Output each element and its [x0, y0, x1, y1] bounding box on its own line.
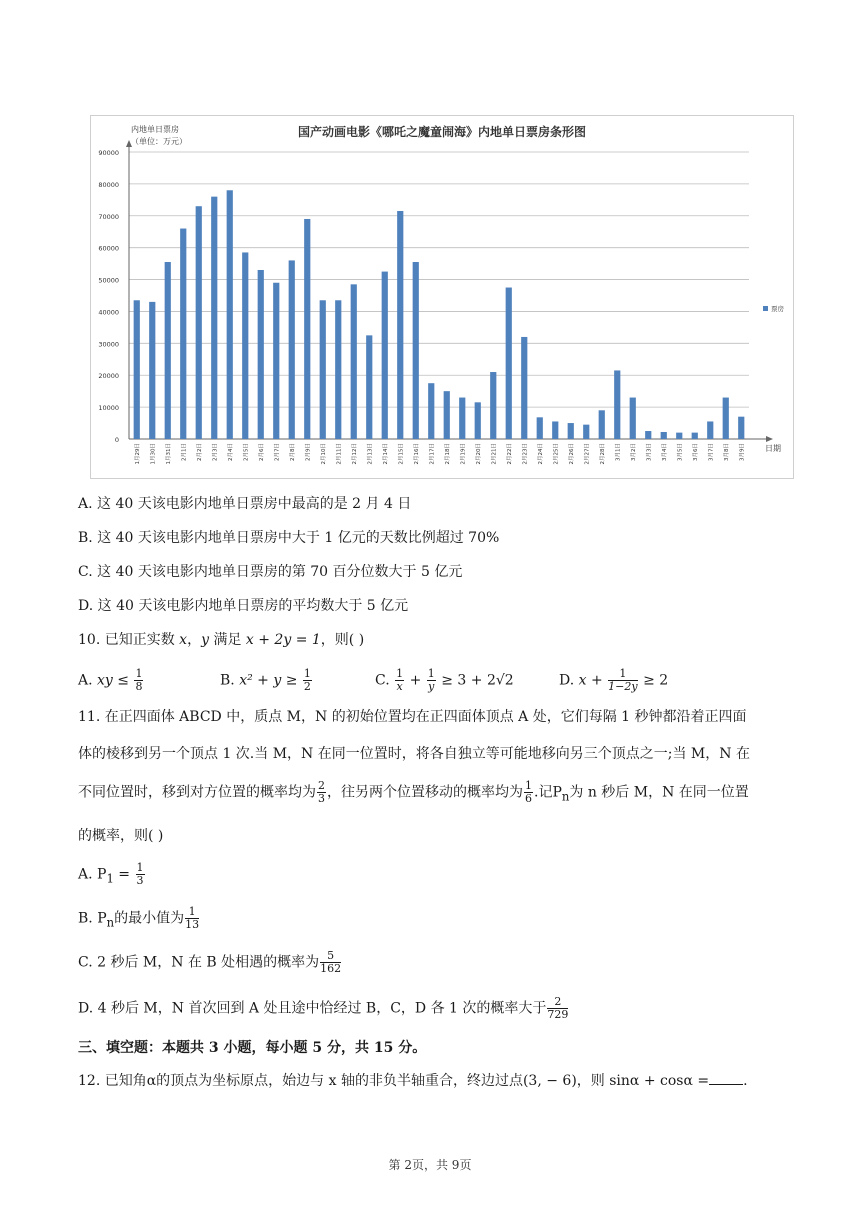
denominator: y [428, 680, 435, 693]
bar [537, 417, 543, 439]
denominator: 1−2y [608, 680, 638, 693]
fraction [320, 950, 341, 975]
y-axis-unit: （单位：万元） [131, 137, 187, 146]
q10-option-c [375, 668, 514, 693]
section-heading: 三、填空题：本题共 3 小题，每小题 5 分，共 15 分。 [78, 1040, 427, 1056]
bar [444, 391, 450, 439]
x-tick-label: 2月26日 [568, 443, 575, 465]
q10-opt-d-expr: x + [578, 672, 603, 689]
bar [630, 398, 636, 439]
y-tick-label: 10000 [98, 404, 119, 413]
q9-option-b: B. 这 40 天该电影内地单日票房中大于 1 亿元的天数比例超过 70% [78, 530, 500, 546]
x-tick-label: 2月7日 [274, 443, 281, 461]
denominator: 162 [320, 962, 342, 975]
subscript: 1 [106, 871, 114, 886]
denominator: 8 [135, 680, 143, 693]
denominator: 6 [525, 792, 532, 805]
x-tick-label: 2月13日 [367, 443, 374, 465]
x-tick-label: 2月25日 [553, 443, 560, 465]
x-tick-label: 2月20日 [475, 443, 482, 465]
x-tick-label: 2月6日 [258, 443, 265, 461]
bar [506, 288, 512, 439]
numerator: 1 [135, 667, 143, 680]
q10-var-y: y [201, 632, 209, 648]
legend-label: 票房 [771, 305, 784, 313]
q11-option-b [78, 906, 200, 932]
bar [320, 300, 326, 439]
q10-stem-c: ，则( ) [320, 632, 365, 648]
bar [459, 398, 465, 439]
denominator: x [396, 680, 403, 693]
denominator: 2 [303, 680, 311, 693]
q10-stem-b: 满足 [209, 632, 246, 648]
x-tick-label: 2月19日 [460, 443, 467, 465]
fraction [134, 668, 143, 693]
q12-stem [78, 1070, 748, 1091]
bar [707, 421, 713, 439]
q11-line3-d: 为 n 秒后 M，N 在同一位置 [569, 784, 749, 801]
fraction [524, 780, 533, 805]
q11-option-c [78, 950, 342, 975]
q11-line3-a: 不同位置时，移到对方位置的概率均为 [78, 784, 316, 801]
numerator: 1 [396, 667, 404, 680]
bar [366, 335, 372, 439]
x-tick-label: 3月4日 [661, 443, 668, 461]
y-tick-label: 80000 [98, 180, 119, 189]
x-tick-label: 2月18日 [444, 443, 451, 465]
q11-line-3 [78, 780, 749, 806]
bar [428, 383, 434, 439]
x-tick-label: 2月5日 [243, 443, 250, 461]
bar [723, 398, 729, 439]
y-tick-label: 50000 [98, 276, 119, 285]
numerator: 1 [185, 906, 199, 919]
q11-opt-d-text: D. 4 秒后 M，N 首次回到 A 处且途中恰经过 B，C，D 各 1 次的概率大于 [78, 1000, 547, 1017]
fraction [395, 668, 404, 693]
x-tick-label: 2月28日 [599, 443, 606, 465]
bar [165, 262, 171, 439]
q10-opt-d-rhs: ≥ 2 [643, 672, 669, 689]
q12-text: 12. 已知角α的顶点为坐标原点，始边与 x 轴的非负半轴重合，终边过点(3, − 6)，则 sinα + cosα = [78, 1073, 710, 1089]
bar [490, 372, 496, 439]
x-tick-label: 1月30日 [150, 443, 157, 465]
y-axis-label: 内地单日票房 [131, 125, 179, 134]
fraction [136, 862, 145, 887]
x-tick-label: 2月2日 [196, 443, 203, 461]
bar [552, 421, 558, 439]
y-tick-label: 60000 [98, 244, 119, 253]
denominator: 3 [136, 874, 144, 887]
q11-line-4: 的概率，则( ) [78, 828, 164, 844]
q11-opt-b-text: B. P [78, 910, 107, 927]
bar [475, 402, 481, 439]
q10-opt-b-label: B. [220, 672, 235, 689]
bar [258, 270, 264, 439]
plus-sign: + [409, 672, 422, 689]
x-tick-label: 3月3日 [646, 443, 653, 461]
fraction [608, 668, 637, 693]
q10-sep: ， [187, 632, 202, 648]
bar [661, 432, 667, 439]
q10-option-b [220, 668, 313, 693]
x-axis-label: 日期 [765, 444, 781, 453]
q11-line-1: 11. 在正四面体 ABCD 中，质点 M，N 的初始位置均在正四面体顶点 A 处，它们每隔 1 秒钟都沿着正四面 [78, 709, 747, 725]
bar [568, 423, 574, 439]
bar [149, 302, 155, 439]
x-tick-label: 2月14日 [382, 443, 389, 465]
bar-chart-svg [91, 116, 793, 478]
y-tick-label: 30000 [98, 340, 119, 349]
chart-title: 国产动画电影《哪吒之魔童闹海》内地单日票房条形图 [297, 125, 587, 139]
x-tick-label: 2月17日 [429, 443, 436, 465]
x-tick-label: 2月11日 [336, 443, 343, 465]
q10-option-a [78, 668, 144, 693]
fraction [185, 906, 199, 931]
x-tick-label: 2月27日 [584, 443, 591, 465]
q10-opt-d-label: D. [559, 672, 575, 689]
q10-stem-a: 10. 已知正实数 [78, 632, 175, 648]
bar [521, 337, 527, 439]
numerator: 1 [525, 779, 532, 792]
x-tick-label: 2月22日 [506, 443, 513, 465]
q11-line-2: 体的棱移到另一个顶点 1 次.当 M，N 在同一位置时，将各自独立等可能地移向另三个顶点之一;当 M，N 在 [78, 746, 750, 762]
numerator: 5 [320, 950, 341, 963]
numerator: 1 [608, 668, 637, 681]
bar [180, 229, 186, 439]
q11-opt-a-text: A. P [78, 866, 107, 883]
q11-option-d [78, 996, 569, 1021]
x-tick-label: 2月10日 [320, 443, 327, 465]
fraction [317, 780, 326, 805]
x-tick-label: 3月7日 [708, 443, 715, 461]
numerator: 1 [136, 861, 144, 874]
bar [692, 433, 698, 439]
q11-line3-c: .记P [534, 784, 562, 801]
bar [676, 433, 682, 439]
q10-condition: x + 2y = 1 [245, 632, 321, 648]
numerator: 2 [318, 779, 325, 792]
x-tick-label: 3月1日 [615, 443, 622, 461]
x-tick-label: 2月12日 [351, 443, 358, 465]
q12-period: . [743, 1073, 748, 1089]
bar [242, 252, 248, 439]
y-tick-label: 90000 [98, 149, 119, 157]
q10-opt-a-label: A. [78, 672, 93, 689]
q9-option-d: D. 这 40 天该电影内地单日票房的平均数大于 5 亿元 [78, 598, 409, 614]
bar [289, 260, 295, 439]
bar [273, 283, 279, 439]
fraction [547, 996, 568, 1021]
x-tick-label: 3月5日 [677, 443, 684, 461]
bar [738, 417, 744, 439]
denominator: 3 [318, 792, 325, 805]
x-tick-label: 3月9日 [739, 443, 746, 461]
q11-option-a [78, 862, 146, 888]
x-tick-label: 2月15日 [398, 443, 405, 465]
denominator: 729 [547, 1008, 569, 1021]
bar [227, 190, 233, 439]
bar [382, 272, 388, 439]
x-axis-arrow [766, 436, 773, 442]
q10-opt-c-label: C. [375, 672, 390, 689]
equals-sign: = [113, 866, 135, 883]
x-tick-label: 2月8日 [289, 443, 296, 461]
x-tick-label: 2月23日 [522, 443, 529, 465]
bar [335, 300, 341, 439]
bar [645, 431, 651, 439]
q10-opt-c-rhs: ≥ 3 + 2√2 [441, 672, 514, 689]
x-tick-label: 2月4日 [227, 443, 234, 461]
numerator: 1 [427, 667, 435, 680]
x-tick-label: 2月24日 [537, 443, 544, 465]
q10-option-d [559, 668, 668, 693]
answer-blank [709, 1070, 743, 1085]
bar [583, 425, 589, 439]
bar [196, 206, 202, 439]
x-tick-label: 2月16日 [413, 443, 420, 465]
q9-option-c: C. 这 40 天该电影内地单日票房的第 70 百分位数大于 5 亿元 [78, 564, 463, 580]
x-tick-label: 1月29日 [134, 443, 141, 465]
bar [614, 370, 620, 439]
y-tick-label: 0 [114, 436, 119, 444]
bar [413, 262, 419, 439]
numerator: 1 [303, 667, 311, 680]
x-tick-label: 2月3日 [212, 443, 219, 461]
bar [134, 300, 140, 439]
x-tick-label: 2月9日 [305, 443, 312, 461]
q10-opt-b-expr: x² + y ≥ [239, 672, 298, 689]
q9-option-a: A. 这 40 天该电影内地单日票房中最高的是 2 月 4 日 [78, 496, 412, 512]
x-tick-label: 2月1日 [181, 443, 188, 461]
bar [211, 197, 217, 439]
box-office-chart [90, 115, 794, 479]
bar [599, 410, 605, 439]
subscript: n [561, 789, 570, 804]
numerator: 2 [547, 996, 568, 1009]
y-tick-label: 40000 [98, 308, 119, 317]
subscript: n [106, 915, 115, 930]
y-tick-label: 70000 [98, 212, 119, 221]
y-tick-label: 20000 [98, 372, 119, 381]
bar [397, 211, 403, 439]
x-tick-label: 3月2日 [630, 443, 637, 461]
denominator: 13 [185, 918, 200, 931]
x-tick-label: 2月21日 [491, 443, 498, 465]
x-tick-label: 3月6日 [692, 443, 699, 461]
q10-opt-a-expr: xy ≤ [97, 672, 130, 689]
fraction [303, 668, 312, 693]
bar [304, 219, 310, 439]
x-tick-label: 3月8日 [723, 443, 730, 461]
x-tick-label: 1月31日 [165, 443, 172, 465]
q10-var-x: x [179, 632, 188, 648]
q11-opt-c-text: C. 2 秒后 M，N 在 B 处相遇的概率为 [78, 954, 320, 971]
bar [351, 284, 357, 439]
q10-stem [78, 630, 364, 650]
page-footer: 第 2页，共 9页 [388, 1158, 472, 1172]
q11-opt-b-rest: 的最小值为 [114, 910, 185, 927]
legend-swatch [763, 306, 768, 311]
fraction [427, 668, 436, 693]
q11-line3-b: ，往另两个位置移动的概率均为 [327, 784, 523, 801]
